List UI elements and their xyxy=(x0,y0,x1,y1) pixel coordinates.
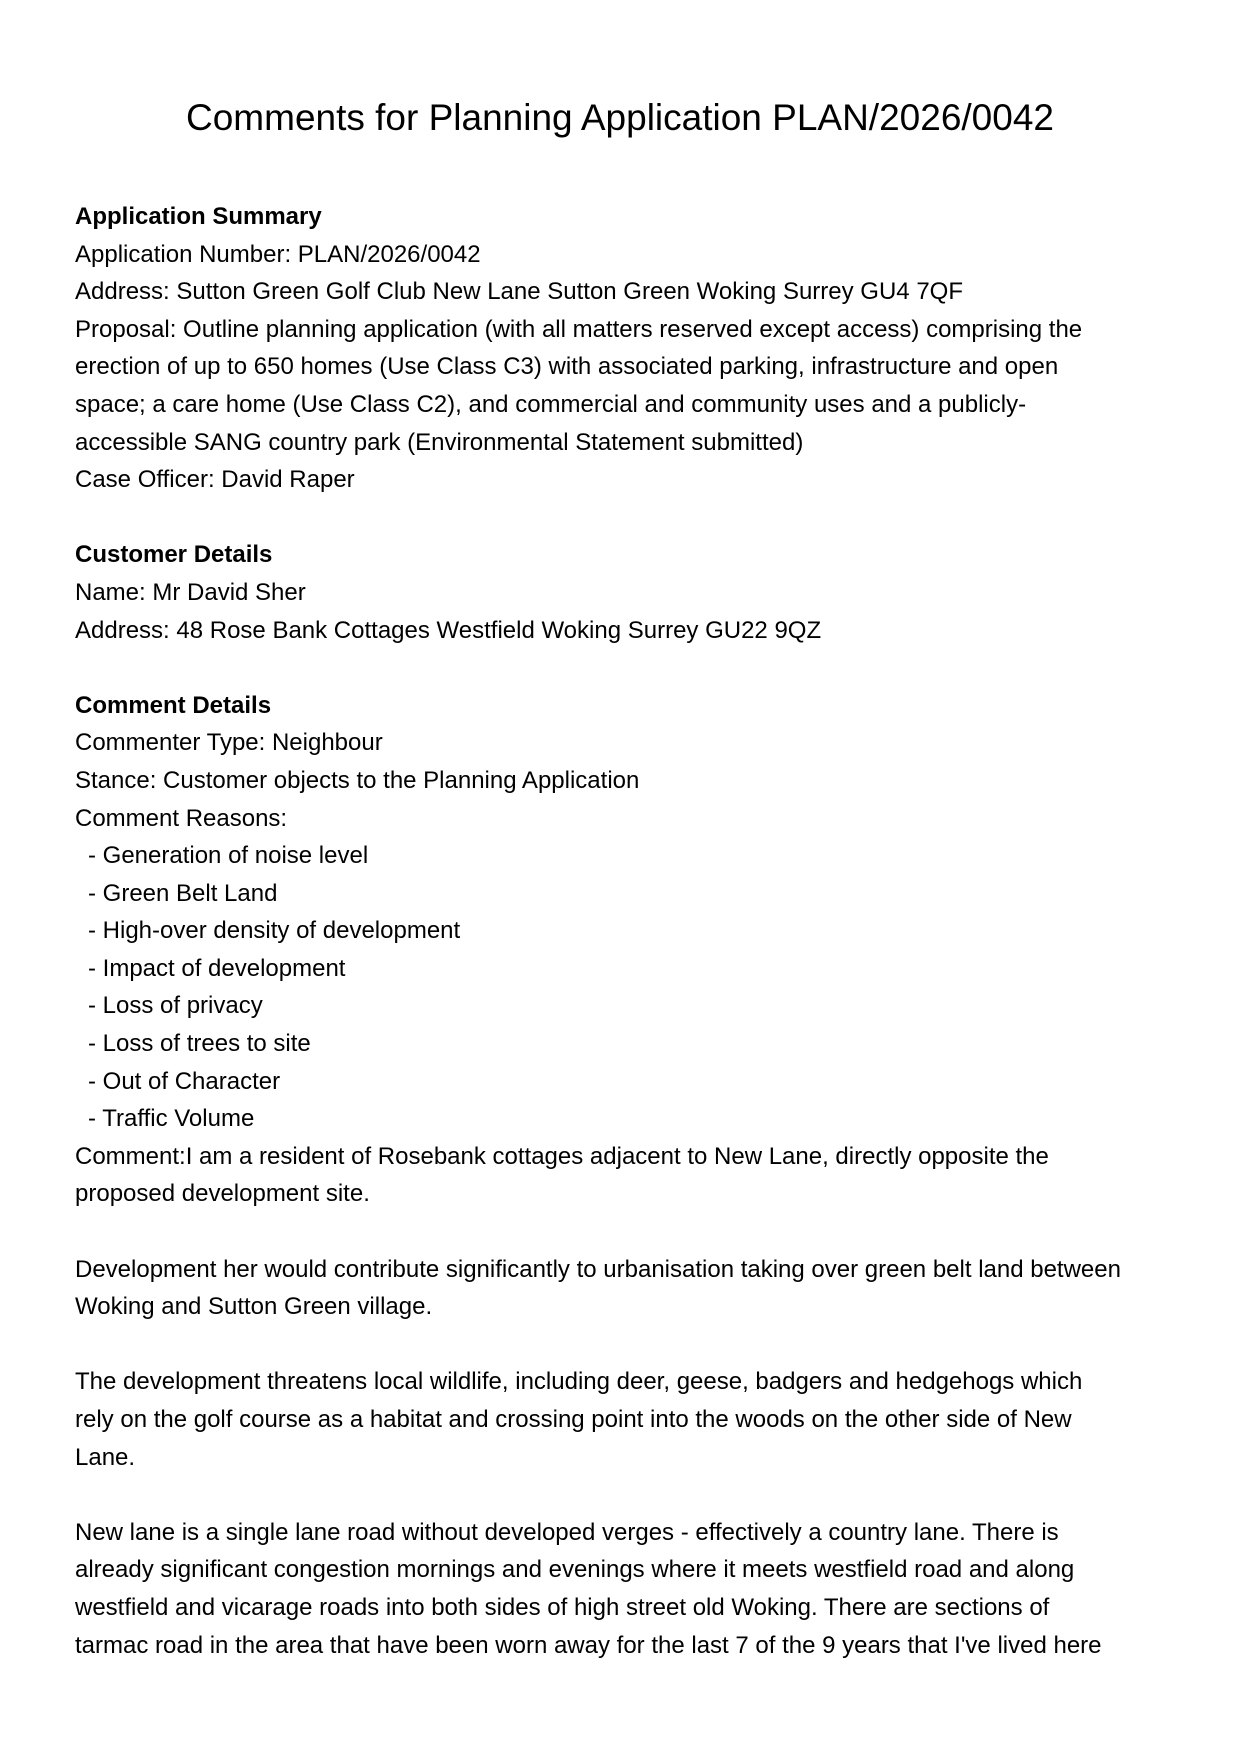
comment-line: rely on the golf course as a habitat and crossing point into the woods on the other side of New xyxy=(75,1406,1072,1433)
comment-reason-item: - Loss of trees to site xyxy=(88,1030,311,1058)
comment-line: Development her would contribute significantly to urbanisation taking over green belt land between xyxy=(75,1255,1121,1283)
comment-paragraph xyxy=(75,1363,1175,1476)
application-number: Application Number: PLAN/2026/0042 xyxy=(75,240,481,268)
document-body xyxy=(75,198,1175,1664)
application-summary-heading: Application Summary xyxy=(75,203,322,230)
comment-line: Woking and Sutton Green village. xyxy=(75,1293,433,1321)
comment-reasons-label: Comment Reasons: xyxy=(75,804,288,832)
comment-line: tarmac road in the area that have been worn away for the last 7 of the 9 years that I've lived here xyxy=(75,1631,1102,1659)
paragraph-spacer xyxy=(75,1326,1175,1364)
proposal-line: accessible SANG country park (Environmental Statement submitted) xyxy=(75,428,804,456)
comment-reason-item: - Traffic Volume xyxy=(88,1105,255,1133)
proposal-line: erection of up to 650 homes (Use Class C3) with associated parking, infrastructure and open xyxy=(75,353,1059,381)
comment-line: already significant congestion mornings and evenings where it meets westfield road and along xyxy=(75,1556,1075,1584)
comment-reasons-list xyxy=(75,837,1175,1138)
page-title: Comments for Planning Application PLAN/2026/0042 xyxy=(186,97,1054,138)
customer-details-heading: Customer Details xyxy=(75,541,273,569)
comment-line: Comment:I am a resident of Rosebank cottages adjacent to New Lane, directly opposite the xyxy=(75,1142,1049,1170)
comment-line: The development threatens local wildlife, including deer, geese, badgers and hedgehogs which xyxy=(75,1368,1083,1396)
customer-details-section xyxy=(75,536,1175,649)
case-officer: Case Officer: David Raper xyxy=(75,466,355,494)
comment-line: Lane. xyxy=(75,1443,136,1471)
customer-address: Address: 48 Rose Bank Cottages Westfield Woking Surrey GU22 9QZ xyxy=(75,616,822,644)
comment-line: westfield and vicarage roads into both sides of high street old Woking. There are sections of xyxy=(75,1593,1050,1621)
commenter-type: Commenter Type: Neighbour xyxy=(75,729,383,757)
comment-line: proposed development site. xyxy=(75,1180,370,1208)
proposal-line: space; a care home (Use Class C2), and commercial and community uses and a publicly- xyxy=(75,390,1027,418)
proposal-line: Proposal: Outline planning application (with all matters reserved except access) comprising the xyxy=(75,315,1083,343)
section-spacer xyxy=(75,649,1175,687)
comment-reason-item: - High-over density of development xyxy=(88,917,461,945)
stance: Stance: Customer objects to the Planning Application xyxy=(75,766,640,794)
comment-reason-item: - Loss of privacy xyxy=(88,992,263,1020)
comment-paragraph xyxy=(75,1251,1175,1326)
application-address: Address: Sutton Green Golf Club New Lane Sutton Green Woking Surrey GU4 7QF xyxy=(75,278,963,306)
comment-reason-item: - Impact of development xyxy=(88,954,346,982)
comment-reason-item: - Out of Character xyxy=(88,1067,281,1095)
comment-details-heading: Comment Details xyxy=(75,691,272,719)
comment-line: New lane is a single lane road without developed verges - effectively a country lane. There is xyxy=(75,1518,1059,1546)
comment-paragraph xyxy=(75,1514,1175,1664)
paragraph-spacer xyxy=(75,1213,1175,1251)
comment-details-section xyxy=(75,687,1175,1664)
comment-reason-item: - Green Belt Land xyxy=(88,879,278,907)
customer-name: Name: Mr David Sher xyxy=(75,578,306,606)
paragraph-spacer xyxy=(75,1476,1175,1514)
section-spacer xyxy=(75,499,1175,537)
application-summary-section xyxy=(75,198,1175,499)
comment-paragraph xyxy=(75,1138,1175,1213)
comment-reason-item: - Generation of noise level xyxy=(88,842,369,870)
